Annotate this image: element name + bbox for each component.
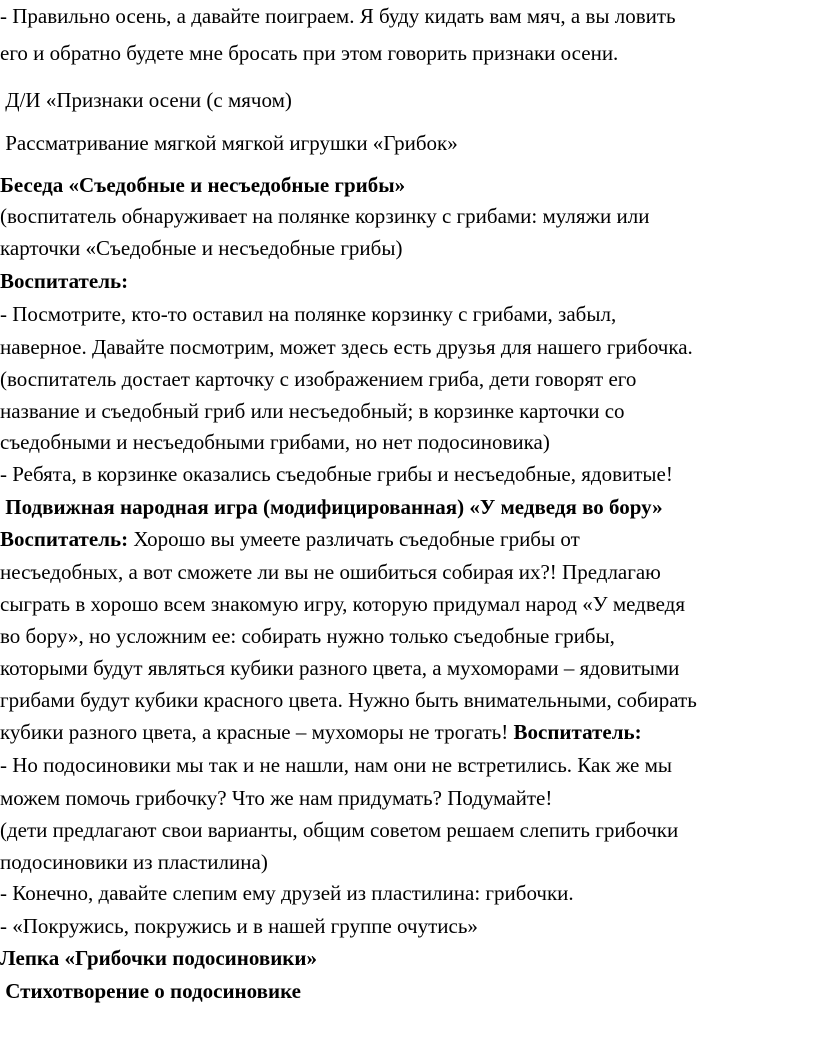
paragraph-line: съедобными и несъедобными грибами, но нет подосиновика) bbox=[0, 430, 550, 454]
section-heading: Подвижная народная игра (модифицированная) «У медведя во бору» bbox=[0, 495, 663, 519]
paragraph-line: (дети предлагают свои варианты, общим советом решаем слепить грибочки bbox=[0, 818, 679, 842]
speaker-label: Воспитатель: bbox=[0, 527, 129, 551]
paragraph-line: грибами будут кубики красного цвета. Нужно быть внимательными, собирать bbox=[0, 688, 697, 712]
paragraph-line: - Правильно осень, а давайте поиграем. Я буду кидать вам мяч, а вы ловить bbox=[0, 4, 676, 28]
paragraph-line: (воспитатель обнаруживает на полянке корзинку с грибами: муляжи или bbox=[0, 204, 650, 228]
paragraph-line: наверное. Давайте посмотрим, может здесь есть друзья для нашего грибочка. bbox=[0, 335, 693, 359]
paragraph-line: во бору», но усложним ее: собирать нужно только съедобные грибы, bbox=[0, 624, 615, 648]
speaker-label: Воспитатель: bbox=[0, 269, 129, 293]
game-title-line: Д/И «Признаки осени (с мячом) bbox=[0, 88, 292, 112]
section-heading: Беседа «Съедобные и несъедобные грибы» bbox=[0, 173, 406, 197]
paragraph-line: которыми будут являться кубики разного цвета, а мухоморами – ядовитыми bbox=[0, 656, 680, 680]
paragraph-line: сыграть в хорошо всем знакомую игру, которую придумал народ «У медведя bbox=[0, 592, 686, 616]
paragraph-line: (воспитатель достает карточку с изображением гриба, дети говорят его bbox=[0, 367, 637, 391]
paragraph-line: - Посмотрите, кто-то оставил на полянке корзинку с грибами, забыл, bbox=[0, 302, 617, 326]
speaker-label: Воспитатель: bbox=[508, 720, 642, 744]
activity-title-line: Рассматривание мягкой мягкой игрушки «Грибок» bbox=[0, 131, 458, 155]
paragraph-line: - Ребята, в корзинке оказались съедобные грибы и несъедобные, ядовитые! bbox=[0, 462, 673, 486]
paragraph-line: можем помочь грибочку? Что же нам придумать? Подумайте! bbox=[0, 786, 553, 810]
paragraph-line: карточки «Съедобные и несъедобные грибы) bbox=[0, 236, 403, 260]
paragraph-line: Воспитатель: Хорошо вы умеете различать съедобные грибы от bbox=[0, 527, 580, 551]
paragraph-line: несъедобных, а вот сможете ли вы не ошибиться собирая их?! Предлагаю bbox=[0, 560, 661, 584]
paragraph-line: - «Покружись, покружись и в нашей группе очутись» bbox=[0, 914, 478, 938]
paragraph-line: - Но подосиновики мы так и не нашли, нам они не встретились. Как же мы bbox=[0, 753, 672, 777]
paragraph-line: подосиновики из пластилина) bbox=[0, 850, 268, 874]
paragraph-line: - Конечно, давайте слепим ему друзей из пластилина: грибочки. bbox=[0, 881, 574, 905]
section-heading: Лепка «Грибочки подосиновики» bbox=[0, 946, 317, 970]
section-heading: Стихотворение о подосиновике bbox=[0, 979, 301, 1003]
paragraph-line: кубики разного цвета, а красные – мухоморы не трогать! Воспитатель: bbox=[0, 720, 642, 744]
paragraph-line: название и съедобный гриб или несъедобный; в корзинке карточки со bbox=[0, 399, 625, 423]
paragraph-line: его и обратно будете мне бросать при этом говорить признаки осени. bbox=[0, 41, 619, 65]
